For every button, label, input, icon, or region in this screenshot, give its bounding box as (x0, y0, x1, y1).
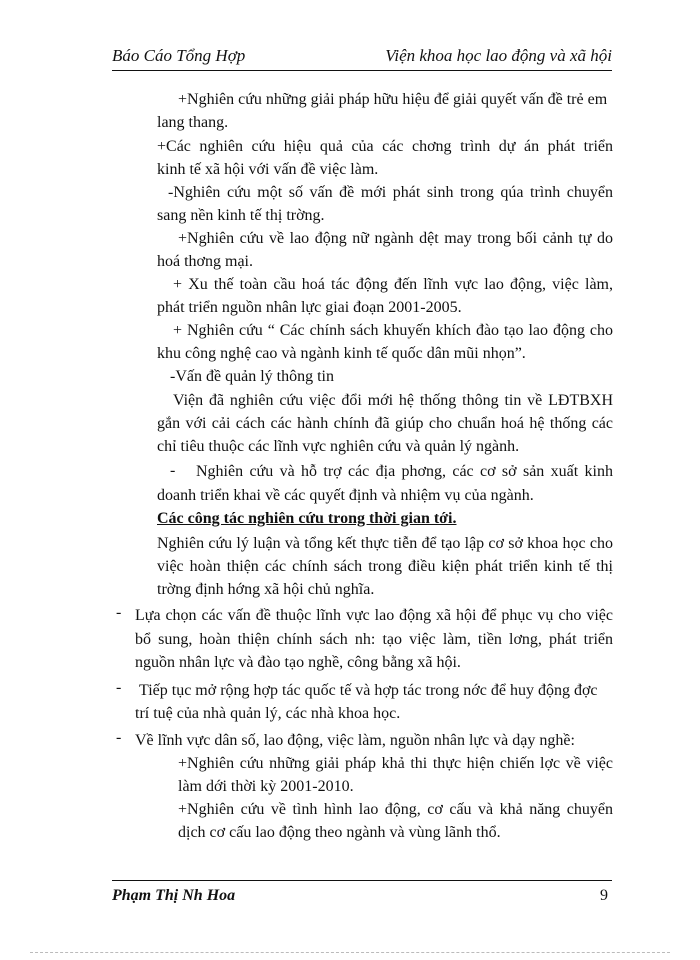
bullet-dash: - (116, 729, 122, 746)
text-line: +Nghiên cứu về tình hình lao động, cơ cấu và khả năng chuyển (178, 801, 613, 818)
text-line: gắn với cải cách các hành chính đã giúp cho chuẩn hoá hệ thống các (157, 415, 613, 432)
text-line: lang thang. (157, 114, 229, 131)
footer-author: Phạm Thị Nh Hoa (112, 887, 236, 904)
text-line: Lựa chọn các vấn đề thuộc lĩnh vực lao động xã hội để phục vụ cho việc (135, 607, 613, 624)
text-line: +Nghiên cứu những giải pháp khả thi thực hiện chiến lợc về việc (178, 755, 613, 772)
page-bottom-border (30, 952, 670, 953)
text-line: +Nghiên cứu về lao động nữ ngành dệt may trong bối cảnh tự do (178, 230, 613, 247)
text-line: phát triển nguồn nhân lực giai đoạn 2001-2005. (157, 299, 462, 316)
text-line: bổ sung, hoàn thiện chính sách nh: tạo việc làm, tiền lơng, phát triển (135, 631, 613, 648)
text-line: khu công nghệ cao và ngành kinh tế quốc dân mũi nhọn”. (157, 345, 526, 362)
text-line: +Các nghiên cứu hiệu quả của các chơng trình dự án phát triển (157, 138, 613, 155)
text-line: + Xu thế toàn cầu hoá tác động đến lĩnh vực lao động, việc làm, (173, 276, 613, 293)
text-line: -Nghiên cứu một số vấn đề mới phát sinh trong qúa trình chuyển (168, 184, 613, 201)
footer-divider (112, 880, 612, 881)
text-line: kinh tế xã hội với vấn đề việc làm. (157, 161, 379, 178)
text-line: sang nền kinh tế thị trờng. (157, 207, 325, 224)
text-line: Nghiên cứu lý luận và tổng kết thực tiễn để tạo lập cơ sở khoa học cho (157, 535, 613, 552)
text-line: hoá thơng mại. (157, 253, 253, 270)
text-line: Về lĩnh vực dân số, lao động, việc làm, nguồn nhân lực và dạy nghề: (135, 732, 575, 749)
bullet-dash: - (116, 679, 122, 696)
dash-marker: - (170, 462, 176, 479)
text-line: -Vấn đề quản lý thông tin (170, 368, 334, 385)
header-title-left: Báo Cáo Tổng Hợp (112, 46, 246, 65)
bullet-dash: - (116, 604, 122, 621)
text-line: doanh triển khai về các quyết định và nhiệm vụ của ngành. (157, 487, 534, 504)
page-number: 9 (600, 887, 608, 904)
text-line: nguồn nhân lực và đào tạo nghề, công bằng xã hội. (135, 654, 461, 671)
header-divider (112, 70, 612, 71)
text-line: Tiếp tục mở rộng hợp tác quốc tế và hợp tác trong nớc để huy động đợc (139, 682, 598, 699)
text-line: dịch cơ cấu lao động theo ngành và vùng lãnh thổ. (178, 824, 501, 841)
section-heading: Các công tác nghiên cứu trong thời gian tới. (157, 510, 457, 527)
text-line: chỉ tiêu thuộc các lĩnh vực nghiên cứu và quản lý ngành. (157, 438, 520, 455)
text-line: việc hoàn thiện các chính sách trong điều kiện phát triển kinh tế thị (157, 558, 613, 575)
text-line: trí tuệ của nhà quản lý, các nhà khoa học. (135, 705, 401, 722)
text-line: Viện đã nghiên cứu việc đổi mới hệ thống thông tin về LĐTBXH (173, 392, 613, 409)
text-line: +Nghiên cứu những giải pháp hữu hiệu để giải quyết vấn đề trẻ em (178, 91, 608, 108)
text-line: trờng định hớng xã hội chủ nghĩa. (157, 581, 375, 598)
header-title-right: Viện khoa học lao động và xã hội (385, 46, 612, 65)
text-line: Nghiên cứu và hỗ trợ các địa phơng, các cơ sở sản xuất kinh (196, 463, 613, 480)
text-line: + Nghiên cứu “ Các chính sách khuyến khích đào tạo lao động cho (173, 322, 613, 339)
page-header (112, 46, 612, 70)
text-line: làm dới thời kỳ 2001-2010. (178, 778, 354, 795)
